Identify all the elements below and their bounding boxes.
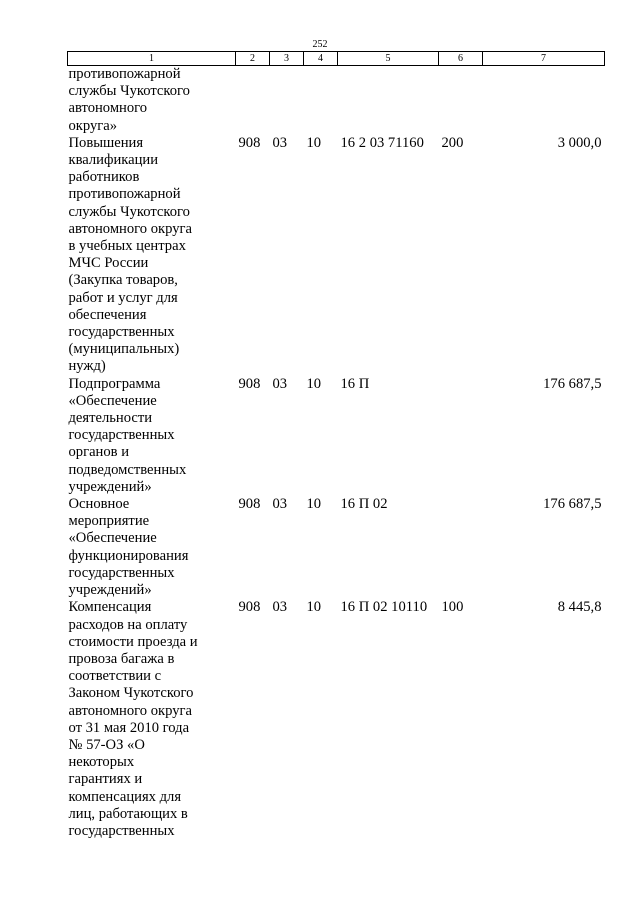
row-amount: 176 687,5 [543,375,602,392]
row-name: Основное мероприятие «Обеспечение функционирования государственных учреждений» [68,496,189,599]
row-subsection: 10 [306,134,322,151]
header-col-3: 3 [270,52,304,66]
row-target: 16 П 02 [340,496,388,513]
table-body [68,66,605,841]
row-expense-type [439,376,483,496]
row-code [236,66,270,135]
header-col-7: 7 [483,52,605,66]
table-header [68,52,605,66]
row-name: Компенсация расходов на оплату стоимости проезда и провоза багажа в соответствии с Законом Чукотского автономного округа от 31 мая 2010 года № 57-ОЗ «О некоторых гарантиях и компенсациях для лиц, работающих в государственных [68,599,198,839]
table-row [68,376,605,496]
row-code: 908 [238,599,261,616]
row-section: 03 [272,134,288,151]
row-expense-type [439,66,483,135]
row-name: противопожарной службы Чукотского автономного округа» [68,66,190,134]
page-number: 252 [312,39,328,50]
table-row [68,66,605,135]
row-section: 03 [272,496,288,513]
row-code: 908 [238,496,261,513]
header-col-2: 2 [236,52,270,66]
header-col-6: 6 [439,52,483,66]
row-code: 908 [238,134,261,151]
row-expense-type [439,496,483,599]
row-target [338,66,439,135]
row-code: 908 [238,375,261,392]
row-subsection: 10 [306,375,322,392]
header-col-1: 1 [68,52,236,66]
row-section: 03 [272,599,288,616]
row-amount: 8 445,8 [557,599,602,616]
header-col-4: 4 [304,52,338,66]
row-amount: 176 687,5 [543,496,602,513]
row-subsection [304,66,338,135]
row-target: 16 2 03 71160 [340,134,424,151]
row-section: 03 [272,375,288,392]
row-expense-type: 200 [441,134,464,151]
row-subsection: 10 [306,496,322,513]
row-target: 16 П 02 10110 [340,599,428,616]
row-amount: 3 000,0 [557,134,602,151]
row-section [270,66,304,135]
budget-table [67,51,605,840]
header-col-5: 5 [338,52,439,66]
row-expense-type: 100 [441,599,464,616]
table-row [68,135,605,376]
row-subsection: 10 [306,599,322,616]
table-row [68,496,605,599]
row-amount [483,66,605,135]
row-name: Повышения квалификации работников противопожарной службы Чукотского автономного округа в учебных центрах МЧС России (Закупка товаров, работ и услуг для обеспечения государственных (муниципальных) нужд) [68,134,192,375]
row-target: 16 П [340,375,370,392]
table-row [68,599,605,840]
row-name: Подпрограмма «Обеспечение деятельности государственных органов и подведомственных учреждений» [68,375,187,495]
